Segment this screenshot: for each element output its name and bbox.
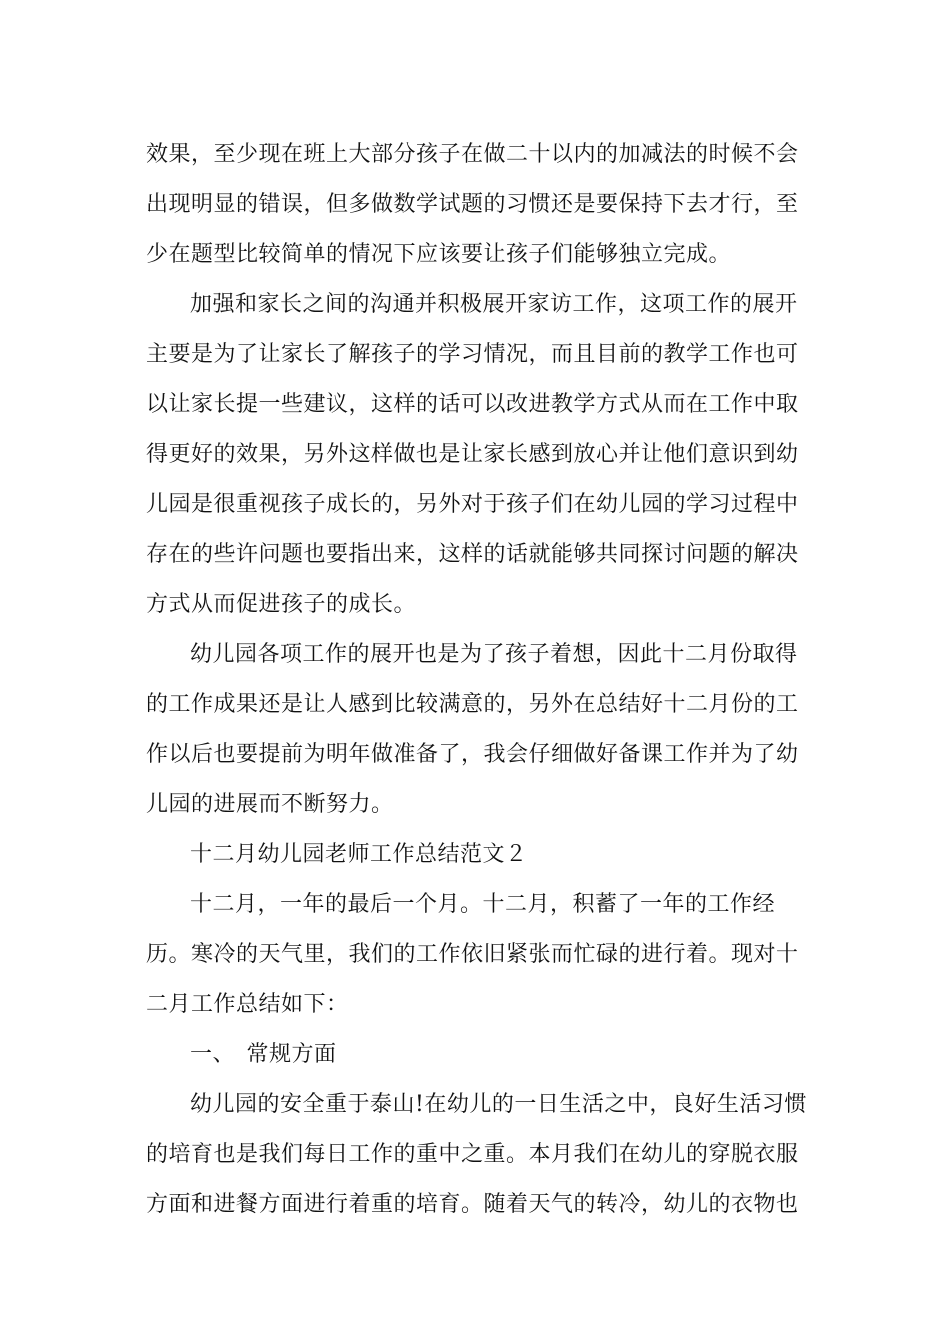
paragraph-1: 效果，至少现在班上大部分孩子在做二十以内的加减法的时候不会出现明显的错误，但多做数学试题的习惯还是要保持下去才行，至少在题型比较简单的情况下应该要让孩子们能够独立完成。 xyxy=(146,142,799,267)
paragraph-7: 幼儿园的安全重于泰山!在幼儿的一日生活之中，良好生活习惯的培育也是我们每日工作的重中之重。本月我们在幼儿的穿脱衣服方面和进餐方面进行着重的培育。随着天气的转冷，幼儿的衣物也 xyxy=(146,1092,807,1217)
paragraph-2: 加强和家长之间的沟通并积极展开家访工作，这项工作的展开主要是为了让家长了解孩子的学习情况，而且目前的教学工作也可以让家长提一些建议，这样的话可以改进教学方式从而在工作中取得更好的效果，另外这样做也是让家长感到放心并让他们意识到幼儿园是很重视孩子成长的，另外对于孩子们在幼儿园的学习过程中存在的些许问题也要指出来，这样的话就能够共同探讨问题的解决方式从而促进孩子的成长。 xyxy=(146,292,799,617)
paragraph-3: 幼儿园各项工作的展开也是为了孩子着想，因此十二月份取得的工作成果还是让人感到比较满意的，另外在总结好十二月份的工作以后也要提前为明年做准备了，我会仔细做好备课工作并为了幼儿园的进展而不断努力。 xyxy=(146,642,799,817)
subsection-heading: 一、 常规方面 xyxy=(190,1042,337,1067)
section-title: 十二月幼儿园老师工作总结范文２ xyxy=(190,842,528,867)
paragraph-5: 十二月，一年的最后一个月。十二月，积蓄了一年的工作经历。寒冷的天气里，我们的工作依旧紧张而忙碌的进行着。现对十二月工作总结如下： xyxy=(146,892,799,1017)
document-body xyxy=(146,130,816,1230)
